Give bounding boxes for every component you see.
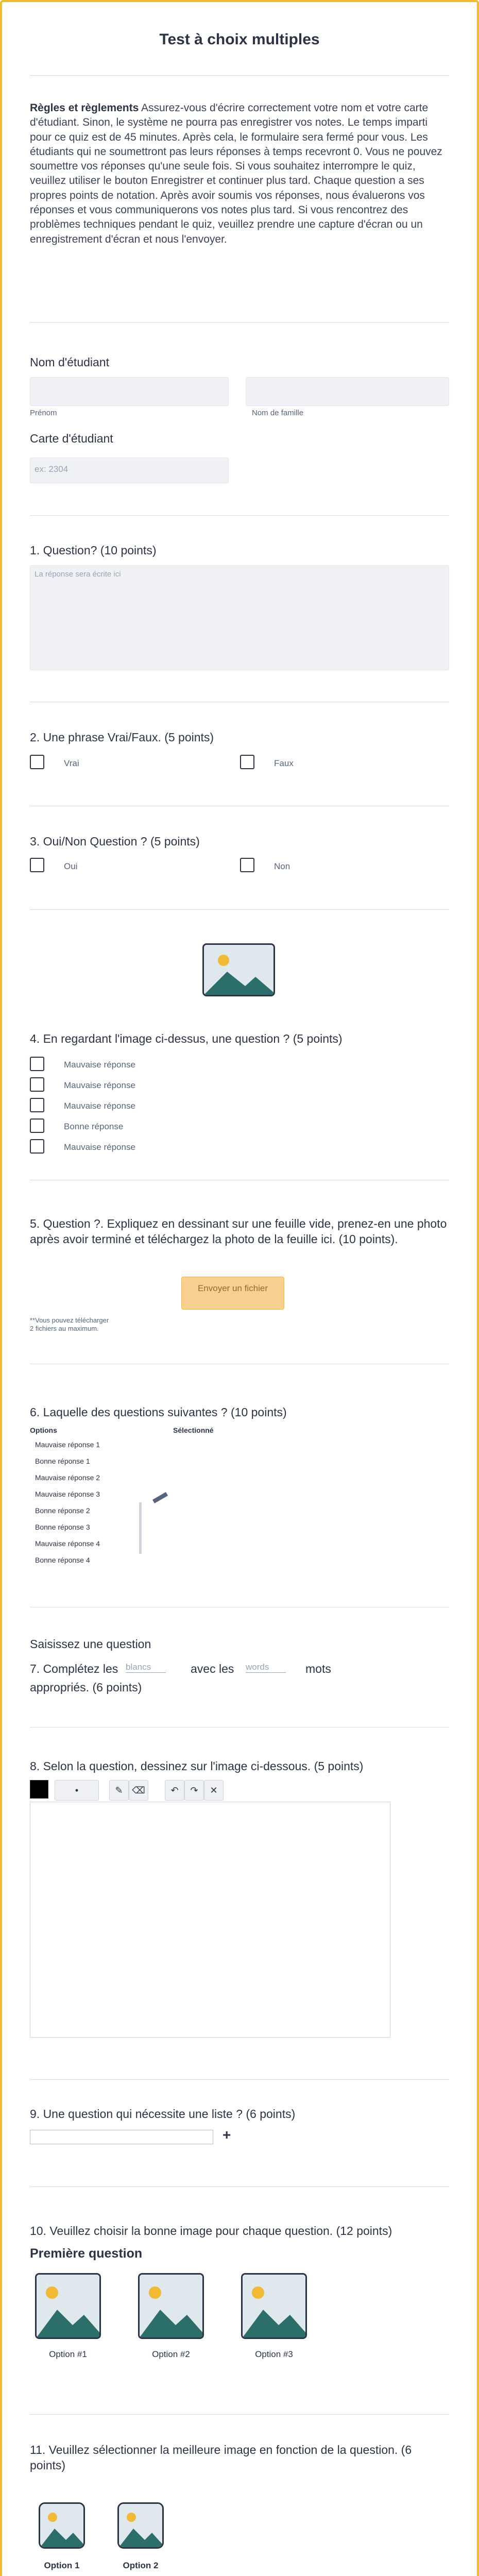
q1-textarea[interactable]: La réponse sera écrite ici [30, 565, 449, 670]
q3-option-checkbox[interactable] [30, 858, 44, 872]
q7-part2: avec les [191, 1662, 234, 1675]
first-name-input[interactable] [30, 377, 229, 406]
redo-icon[interactable]: ↷ [184, 1780, 204, 1801]
q6-list-item[interactable]: Bonne réponse 2 [35, 1506, 90, 1515]
drawing-canvas[interactable] [30, 1802, 390, 2038]
q10-sublabel: Première question [30, 2246, 143, 2261]
student-card-input[interactable]: ex: 2304 [30, 457, 229, 483]
blank-input[interactable]: blancs [126, 1662, 166, 1673]
rules-body: Assurez-vous d'écrire correctement votre nom et votre carte d'étudiant. Sinon, le système ne pourra pas enregistrer vos notes. Le temps imparti pour ce quiz est de 45 minutes. Après cela, le formulaire sera fermé pour vous. Les étudiants qui ne soumettront pas leurs réponses à temps recevront 0. Vous ne pouvez soumettre vos réponses qu'une seule fois. Si vous souhaitez interrompre le quiz, veuillez utiliser le bouton Enregistrer et continuer plus tard. Chaque question a ses propres points de notation. Après avoir soumis vos réponses, nous évaluerons vos réponses et vous communiquerons vos notes plus tard. Si vous rencontrez des problèmes techniques pendant le quiz, veuillez prendre une capture d'écran ou un enregistrement d'écran et nous l'envoyer. [30, 102, 442, 245]
q7-intro: Saisissez une question [30, 1637, 151, 1651]
plus-icon[interactable]: + [223, 2127, 231, 2143]
q8-label: 8. Selon la question, dessinez sur l'image ci-dessous. (5 points) [30, 1759, 364, 1773]
rules-heading: Règles et règlements [30, 102, 139, 114]
list-input[interactable] [30, 2130, 213, 2144]
q11-label: 11. Veuillez sélectionner la meilleure image en fonction de la question. (6 points) [30, 2443, 412, 2472]
divider [30, 515, 449, 516]
q3-label: 3. Oui/Non Question ? (5 points) [30, 835, 200, 848]
q4-option-label: Mauvaise réponse [64, 1080, 135, 1090]
eraser-icon[interactable]: ⌫ [129, 1780, 148, 1801]
image-placeholder-icon[interactable] [241, 2273, 307, 2339]
q7-part1: 7. Complétez les [30, 1662, 118, 1675]
q6-list-item[interactable]: Mauvaise réponse 2 [35, 1473, 100, 1482]
q11-option-label: Option 2 [123, 2561, 159, 2570]
image-placeholder-icon [202, 943, 275, 996]
first-name-sublabel: Prénom [30, 409, 57, 417]
q6-selected-header: Sélectionné [173, 1426, 214, 1434]
q4-option-checkbox[interactable] [30, 1098, 44, 1112]
q4-option-label: Bonne réponse [64, 1122, 124, 1131]
q6-list-item[interactable]: Bonne réponse 4 [35, 1556, 90, 1564]
q7-part3: mots [305, 1662, 331, 1675]
q5-label: 5. Question ?. Expliquez en dessinant sur une feuille vide, prenez-en une photo après avoir terminé et téléchargez la photo de la feuille ici. (10 points). [30, 1217, 447, 1246]
q2-label: 2. Une phrase Vrai/Faux. (5 points) [30, 731, 214, 744]
q10-option-label: Option #2 [152, 2349, 190, 2359]
image-placeholder-icon[interactable] [39, 2502, 85, 2549]
q2-option-checkbox[interactable] [240, 755, 254, 769]
undo-icon[interactable]: ↶ [165, 1780, 184, 1801]
q2-option-label: Vrai [64, 758, 79, 768]
clear-icon[interactable]: ✕ [204, 1780, 224, 1801]
q6-list-item[interactable]: Mauvaise réponse 1 [35, 1440, 100, 1449]
form-title: Test à choix multiples [159, 31, 320, 48]
pencil-icon[interactable]: ✎ [109, 1780, 129, 1801]
q4-option-label: Mauvaise réponse [64, 1060, 135, 1070]
q10-option-label: Option #1 [49, 2349, 87, 2359]
q3-option-checkbox[interactable] [240, 858, 254, 872]
q4-label: 4. En regardant l'image ci-dessus, une question ? (5 points) [30, 1032, 343, 1045]
q9-label: 9. Une question qui nécessite une liste ? (6 points) [30, 2107, 296, 2121]
q3-option-label: Oui [64, 861, 78, 871]
q4-option-label: Mauvaise réponse [64, 1101, 135, 1111]
divider [30, 322, 449, 323]
image-placeholder-icon[interactable] [117, 2502, 164, 2549]
color-swatch[interactable] [30, 1780, 48, 1799]
q4-option-label: Mauvaise réponse [64, 1142, 135, 1152]
q4-option-checkbox[interactable] [30, 1057, 44, 1071]
blank-input[interactable]: words [246, 1662, 286, 1673]
q4-option-checkbox[interactable] [30, 1139, 44, 1154]
q6-scrollbar[interactable] [139, 1502, 142, 1554]
student-name-label: Nom d'étudiant [30, 355, 109, 369]
q4-option-checkbox[interactable] [30, 1118, 44, 1133]
divider [30, 75, 449, 76]
q7-part4: appropriés. (6 points) [30, 1681, 142, 1694]
q1-label: 1. Question? (10 points) [30, 544, 157, 557]
divider [30, 2414, 449, 2415]
q3-option-label: Non [274, 861, 290, 871]
q2-option-label: Faux [274, 758, 294, 768]
q6-list-item[interactable]: Bonne réponse 1 [35, 1457, 90, 1465]
last-name-input[interactable] [246, 377, 449, 406]
brush-size-select[interactable]: • [55, 1780, 99, 1801]
q6-list-item[interactable]: Mauvaise réponse 3 [35, 1490, 100, 1498]
q2-option-checkbox[interactable] [30, 755, 44, 769]
q10-label: 10. Veuillez choisir la bonne image pour chaque question. (12 points) [30, 2224, 392, 2238]
q6-options-header: Options [30, 1426, 57, 1434]
image-placeholder-icon[interactable] [35, 2273, 101, 2339]
divider [30, 2079, 449, 2080]
q11-option-label: Option 1 [44, 2561, 80, 2570]
last-name-sublabel: Nom de famille [252, 409, 304, 417]
q4-option-checkbox[interactable] [30, 1077, 44, 1092]
image-placeholder-icon[interactable] [138, 2273, 204, 2339]
upload-file-button[interactable]: Envoyer un fichier [181, 1277, 284, 1310]
q10-option-label: Option #3 [255, 2349, 293, 2359]
q6-list-item[interactable]: Mauvaise réponse 4 [35, 1539, 100, 1548]
rules-text [30, 101, 449, 247]
divider [30, 909, 449, 910]
q6-list-item[interactable]: Bonne réponse 3 [35, 1523, 90, 1531]
q6-label: 6. Laquelle des questions suivantes ? (10 points) [30, 1405, 287, 1419]
student-card-label: Carte d'étudiant [30, 432, 113, 445]
upload-note: **Vous pouvez télécharger 2 fichiers au maximum. [30, 1316, 109, 1332]
